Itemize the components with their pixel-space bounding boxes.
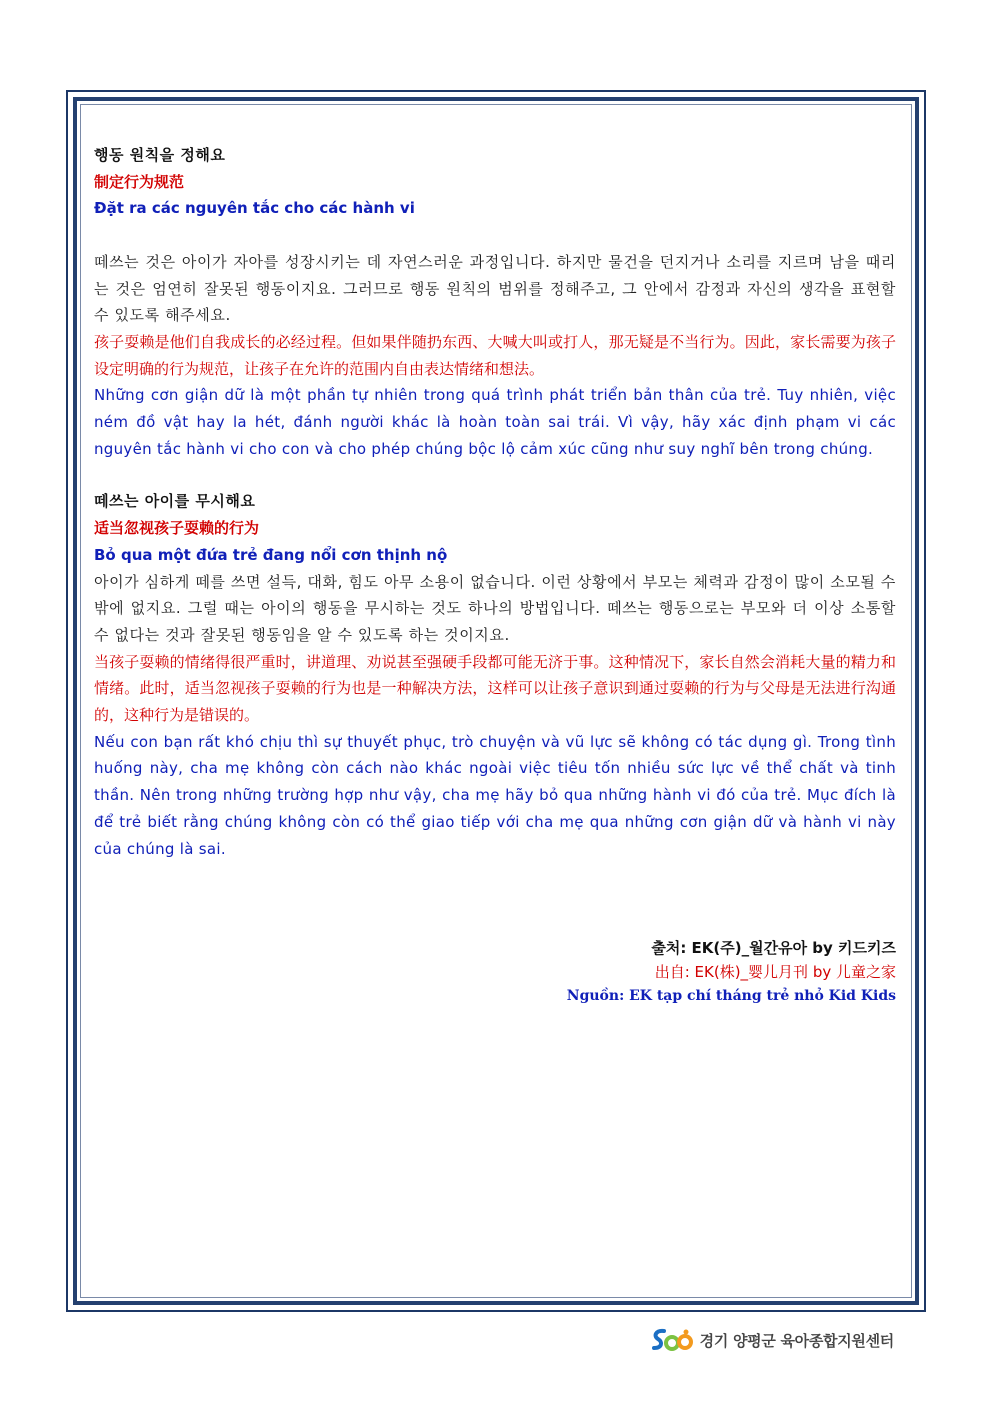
section2-heading-vi: Bỏ qua một đứa trẻ đang nổi cơn thịnh nộ xyxy=(94,545,448,564)
section1-heading-vi: Đặt ra các nguyên tắc cho các hành vi xyxy=(94,199,415,218)
spacer xyxy=(94,222,896,249)
spacer xyxy=(94,462,896,488)
section-ignore-tantrum xyxy=(94,488,896,862)
section2-body-ko: 아이가 심하게 떼를 쓰면 설득, 대화, 힘도 아무 소용이 없습니다. 이런 상황에서 부모는 체력과 감정이 많이 소모될 수밖에 없지요. 그럴 때는 아이의 행동을 무시하는 것도 하나의 방법입니다. 떼쓰는 행동으로는 부모와 더 이상 소통할 수 없다는 것과 잘못된 행동임을 알 수 있도록 하는 것이지요. xyxy=(94,572,896,644)
section2-heading-ko: 떼쓰는 아이를 무시해요 xyxy=(94,492,256,511)
section-behavior-rules xyxy=(94,142,896,462)
org-name: 경기 양평군 육아종합지원센터 xyxy=(699,1331,894,1350)
section1-body-zh: 孩子耍赖是他们自我成长的必经过程。但如果伴随扔东西、大喊大叫或打人，那无疑是不当行为。因此，家长需要为孩子设定明确的行为规范，让孩子在允许的范围内自由表达情绪和想法。 xyxy=(94,332,896,378)
section1-heading-zh: 制定行为规范 xyxy=(94,172,185,191)
source-vi: Nguồn: EK tạp chí tháng trẻ nhỏ Kid Kids xyxy=(566,988,896,1004)
source-zh: 出自: EK(株)_婴儿月刊 by 儿童之家 xyxy=(654,963,896,981)
section1-body-ko: 떼쓰는 것은 아이가 자아를 성장시키는 데 자연스러운 과정입니다. 하지만 물건을 던지거나 소리를 지르며 남을 때리는 것은 엄연히 잘못된 행동이지요. 그러므로 행동 원칙의 범위를 정해주고, 그 안에서 감정과 자신의 생각을 표현할 수 있도록 해주세요. xyxy=(94,252,896,325)
section2-body-zh: 当孩子耍赖的情绪得很严重时，讲道理、劝说甚至强硬手段都可能无济于事。这种情况下，家长自然会消耗大量的精力和情绪。此时，适当忽视孩子耍赖的行为也是一种解决方法，这样可以让孩子意识到通过耍赖的行为与父母是无法进行沟通的，这种行为是错误的。 xyxy=(94,652,896,725)
org-logo-icon xyxy=(650,1327,694,1353)
section1-body-vi: Những cơn giận dữ là một phần tự nhiên trong quá trình phát triển bản thân của trẻ. Tuy nhiên, việc ném đồ vật hay la hét, đánh người khác là hoàn toàn sai trái. Vì vậy, hãy xác định phạm vi các nguyên tắc hành vi cho con và cho phép chúng bộc lộ cảm xúc cũng như suy nghĩ bên trong chúng. xyxy=(94,386,896,458)
footer-org xyxy=(650,1326,894,1354)
section2-body-vi: Nếu con bạn rất khó chịu thì sự thuyết phục, trò chuyện và vũ lực sẽ không có tác dụng gì. Trong tình huống này, cha mẹ không còn cách nào khác ngoài việc tiêu tốn nhiều sức lực về thể chất và tinh thần. Nên trong những trường hợp như vậy, cha mẹ hãy bỏ qua những hành vi đó của trẻ. Mục đích là để trẻ biết rằng chúng không còn có thể giao tiếp với cha mẹ qua những cơn giận dữ và hành vi này của chúng là sai. xyxy=(94,732,896,858)
section1-heading-ko: 행동 원칙을 정해요 xyxy=(94,146,226,164)
source-credits xyxy=(567,936,896,1008)
source-ko: 출처: EK(주)_월간유아 by 키드키즈 xyxy=(651,939,896,957)
section2-heading-zh: 适当忽视孩子耍赖的行为 xyxy=(94,519,260,538)
document-body xyxy=(94,142,896,862)
